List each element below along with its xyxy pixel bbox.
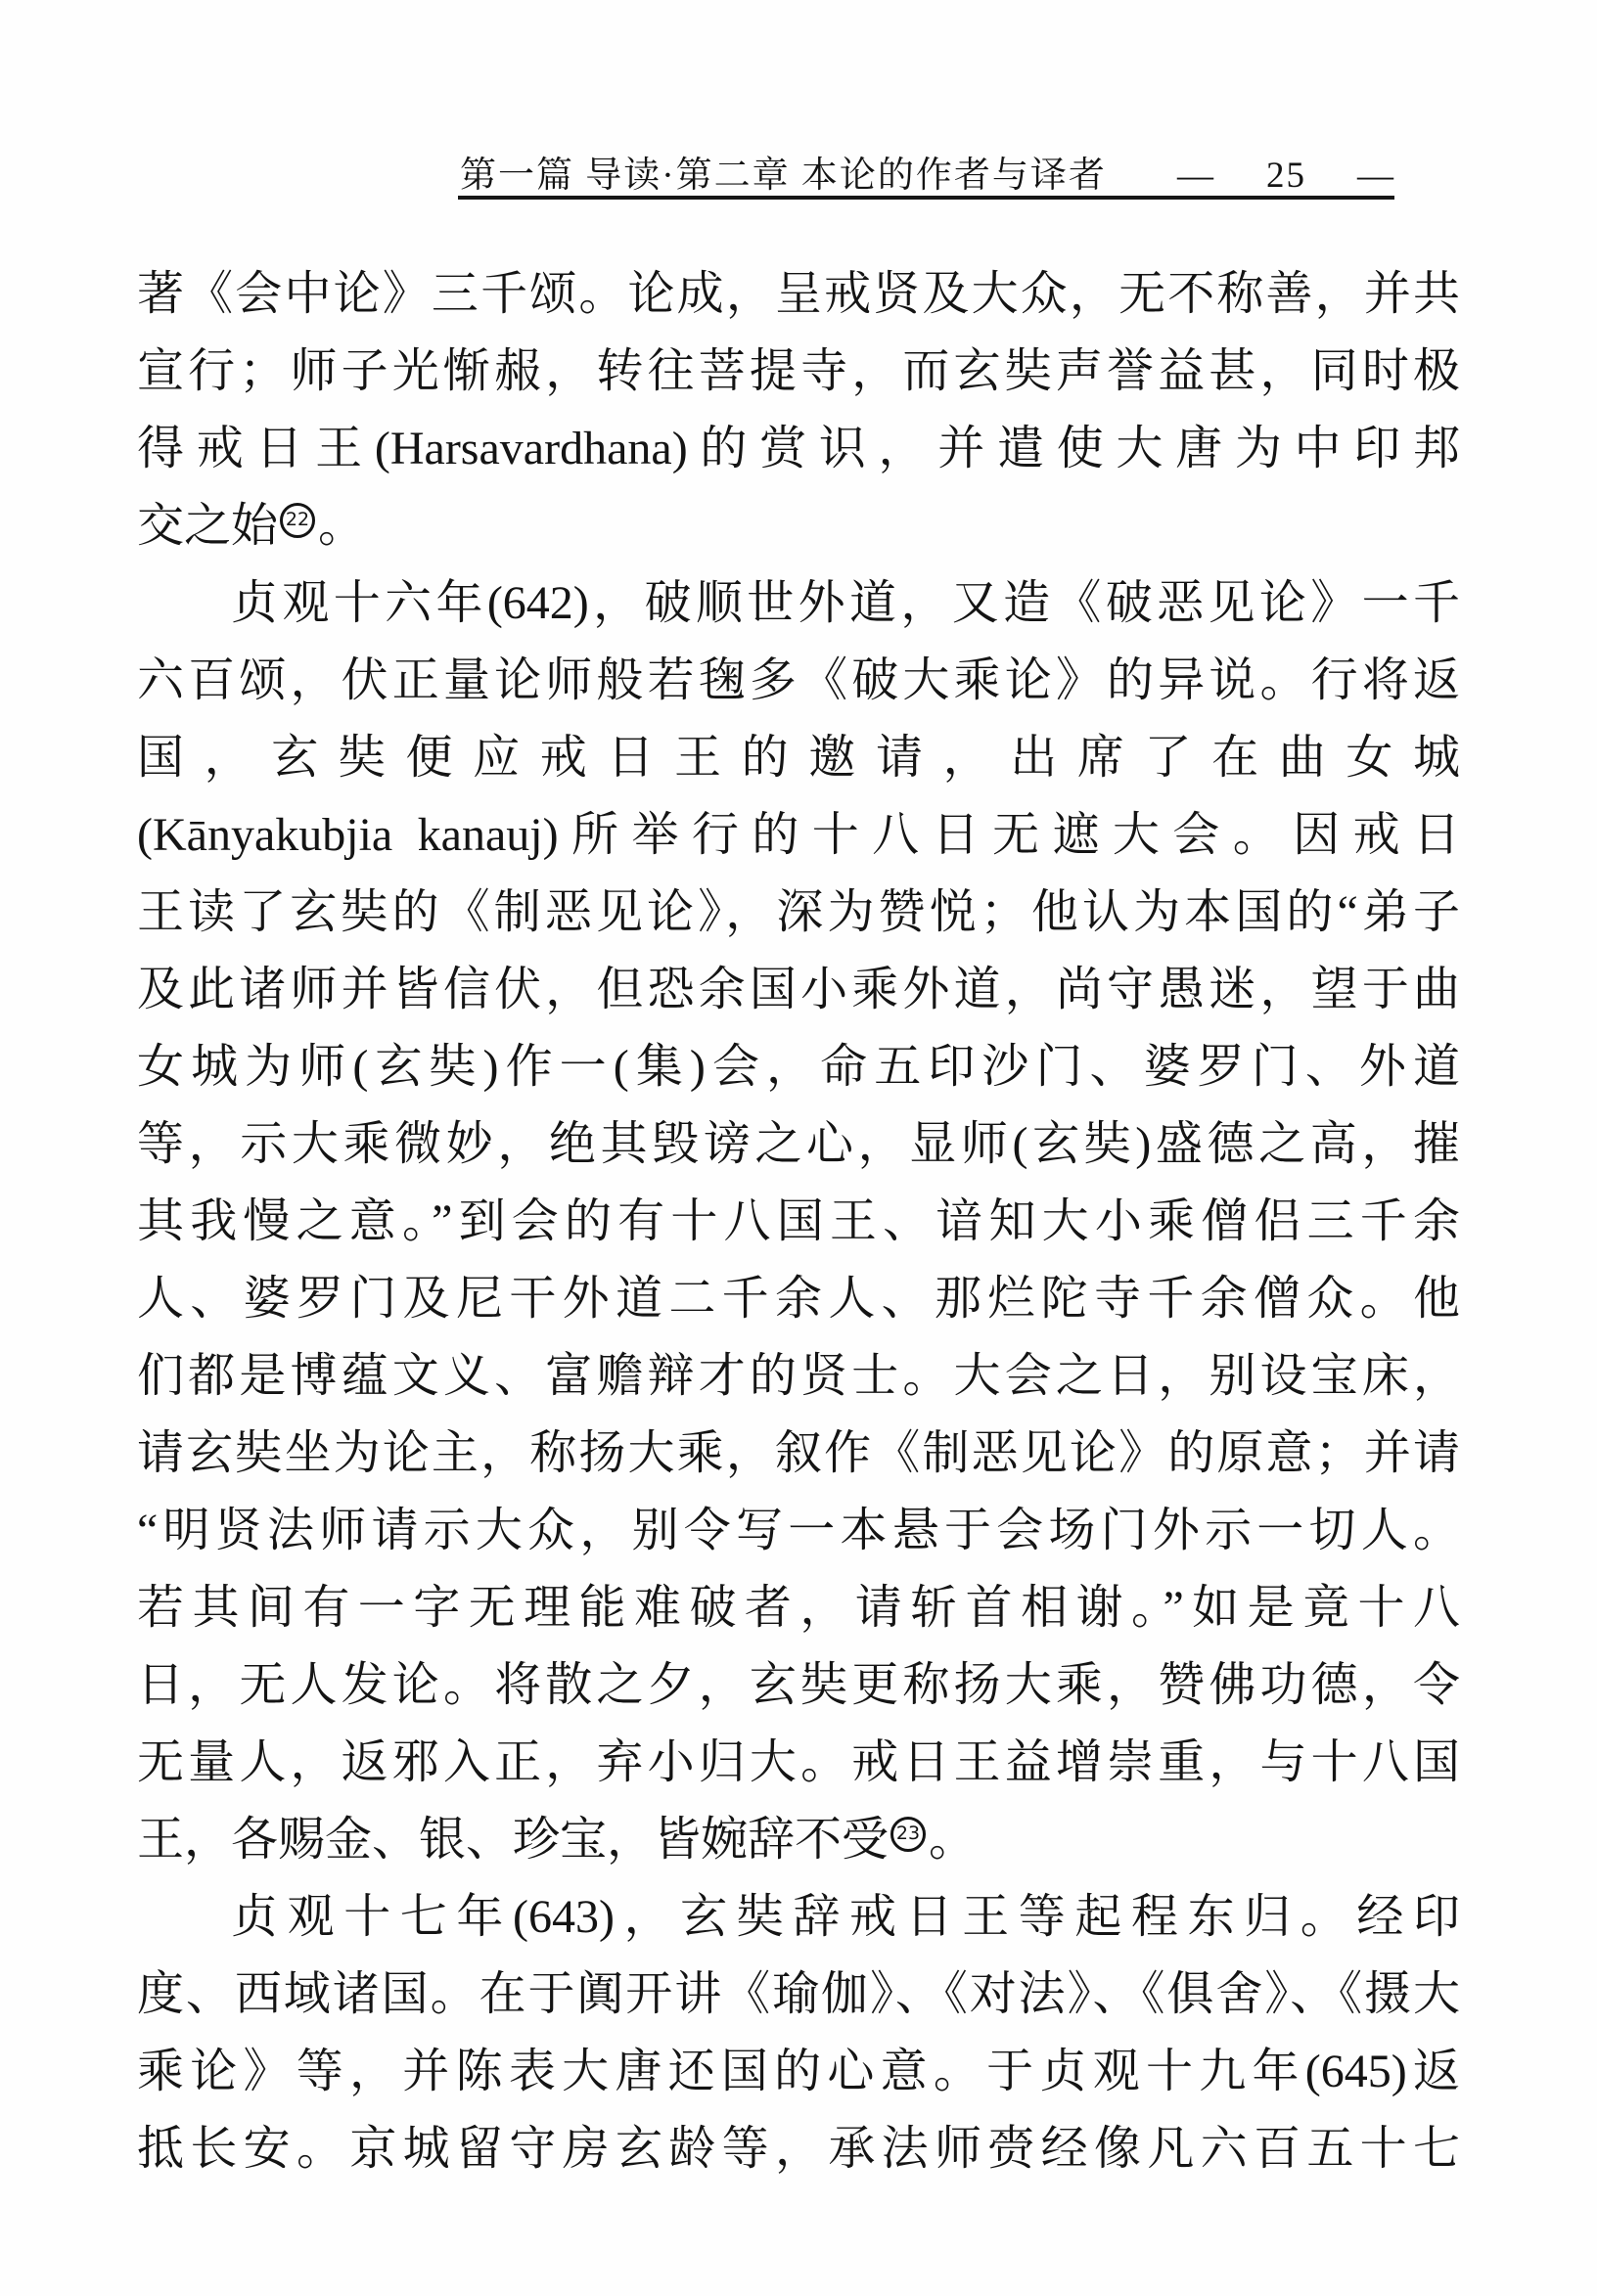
text-line: 们都是博蕴文义、富赡辩才的贤士。大会之日，别设宝床， (137, 1350, 1460, 1402)
text-line: “明贤法师请示大众，别令写一本悬于会场门外示一切人。 (137, 1505, 1460, 1556)
text-line: 王读了玄奘的《制恶见论》，深为赞悦；他认为本国的“弟子 (137, 886, 1460, 938)
text-line (137, 487, 1460, 564)
page-number-group (1177, 155, 1395, 197)
text-line: 乘论》等，并陈表大唐还国的心意。于贞观十九年(645)返 (137, 2046, 1460, 2097)
text-line (137, 1801, 1460, 1878)
text-line: 抵长安。京城留守房玄龄等，承法师赍经像凡六百五十七 (137, 2123, 1460, 2175)
text-line: 若其间有一字无理能难破者，请斩首相谢。”如是竟十八 (137, 1582, 1460, 1634)
text-line: 六百颂，伏正量论师般若毱多《破大乘论》的异说。行将返 (137, 654, 1460, 706)
line-text: 。 (929, 1814, 977, 1866)
header-rule (458, 196, 1394, 200)
page-number: 25 (1266, 156, 1306, 196)
text-line: 日，无人发论。将散之夕，玄奘更称扬大乘，赞佛功德，令 (137, 1659, 1460, 1711)
text-line: 贞观十六年(642)，破顺世外道，又造《破恶见论》一千 (231, 577, 1460, 629)
text-line: 无量人，返邪入正，弃小归大。戒日王益增崇重，与十八国 (137, 1736, 1460, 1788)
line-text: 交之始 (137, 500, 279, 552)
text-line: 等，示大乘微妙，绝其毁谤之心，显师(玄奘)盛德之高，摧 (137, 1118, 1460, 1170)
text-line: 得戒日王(Harsavardhana)的赏识，并遣使大唐为中印邦 (137, 423, 1460, 474)
footnote-marker: 23 (890, 1817, 926, 1852)
text-line: 其我慢之意。”到会的有十八国王、谙知大小乘僧侣三千余 (137, 1195, 1460, 1247)
running-title: 第一篇 导读·第二章 本论的作者与译者 (460, 156, 1107, 196)
line-text: 王，各赐金、银、珍宝，皆婉辞不受 (137, 1814, 890, 1866)
page-header (460, 145, 1395, 198)
text-line: 贞观十七年(643)，玄奘辞戒日王等起程东归。经印 (231, 1891, 1460, 1943)
page-number-dash-left: — (1177, 156, 1215, 196)
text-line: (Kānyakubjia kanauj)所举行的十八日无遮大会。因戒日 (137, 809, 1460, 861)
text-line: 度、西域诸国。在于阗开讲《瑜伽》、《对法》、《俱舍》、《摄大 (137, 1968, 1460, 2020)
text-line: 女城为师(玄奘)作一(集)会，命五印沙门、婆罗门、外道 (137, 1041, 1460, 1093)
text-line: 及此诸师并皆信伏，但恐余国小乘外道，尚守愚迷，望于曲 (137, 964, 1460, 1015)
text-line: 著《会中论》三千颂。论成，呈戒贤及大众，无不称善，并共 (137, 268, 1460, 320)
text-line: 宣行；师子光惭赧，转往菩提寺，而玄奘声誉益甚，同时极 (137, 345, 1460, 397)
page-number-dash-right: — (1357, 156, 1395, 196)
text-line: 人、婆罗门及尼干外道二千余人、那烂陀寺千余僧众。他 (137, 1273, 1460, 1325)
text-line: 国，玄奘便应戒日王的邀请，出席了在曲女城 (137, 732, 1460, 784)
text-line: 请玄奘坐为论主，称扬大乘，叙作《制恶见论》的原意；并请 (137, 1427, 1460, 1479)
body-text (137, 255, 1460, 2187)
footnote-marker: 22 (280, 503, 315, 538)
line-text: 。 (318, 500, 366, 552)
